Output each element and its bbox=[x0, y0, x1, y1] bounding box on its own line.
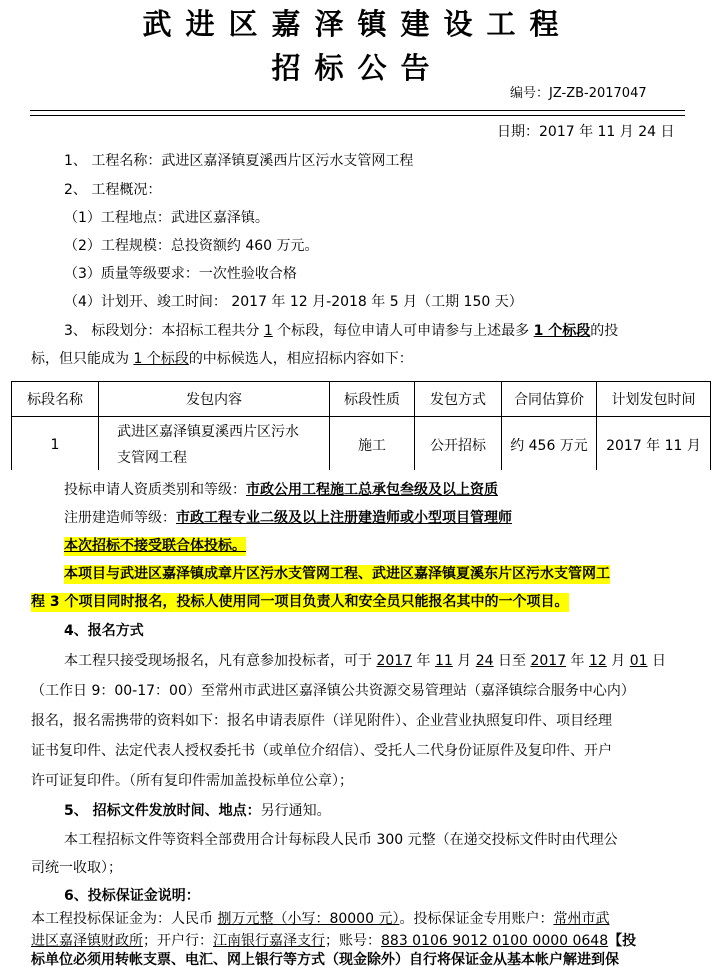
s4-text: 月 bbox=[452, 653, 476, 669]
table-row bbox=[12, 417, 711, 474]
q1-label: 投标申请人资质类别和等级： bbox=[64, 482, 246, 498]
section4-p1 bbox=[64, 652, 666, 671]
s4-year-start: 2017 bbox=[376, 653, 413, 669]
cell-nature: 施工 bbox=[330, 417, 415, 474]
col-time: 计划发包时间 bbox=[597, 382, 711, 417]
cell-price: 约 456 万元 bbox=[502, 417, 597, 474]
section4-p2: （工作日 9：00-17：00）至常州市武进区嘉泽镇公共资源交易管理站（嘉泽镇综合服务中心内） bbox=[31, 683, 635, 699]
q1-value: 市政公用工程施工总承包叁级及以上资质 bbox=[246, 482, 498, 498]
cell-content bbox=[99, 417, 330, 474]
section4-p5: 许可证复印件。（所有复印件需加盖投标单位公章）； bbox=[31, 773, 353, 789]
section4-p3: 报名，报名需携带的资料如下：报名申请表原件（详见附件）、企业营业执照复印件、项目经理 bbox=[31, 713, 612, 729]
notice-date: 日期：2017 年 11 月 24 日 bbox=[497, 124, 675, 140]
sections-text-a: 3、 标段划分：本招标工程共分 bbox=[64, 323, 264, 339]
item-scale: （2）工程规模：总投资额约 460 万元。 bbox=[64, 238, 319, 254]
s5-heading-bold: 5、 招标文件发放时间、地点： bbox=[64, 803, 261, 819]
bid-section-table bbox=[11, 381, 711, 474]
s4-text: 本工程只接受现场报名，凡有意参加投标者，可于 bbox=[64, 653, 377, 669]
item-location: （1）工程地点：武进区嘉泽镇。 bbox=[64, 210, 269, 226]
item-project-name: 1、 工程名称：武进区嘉泽镇夏溪西片区污水支管网工程 bbox=[64, 153, 414, 169]
sections-text-h: 的中标候选人，相应招标内容如下： bbox=[188, 351, 413, 367]
section6-line3: 标单位必须用转帐支票、电汇、网上银行等方式（现金除外）自行将保证金从基本帐户解进到保 bbox=[31, 952, 619, 968]
cell-no: 1 bbox=[12, 417, 99, 474]
section5-p2: 司统一收取）； bbox=[31, 860, 122, 876]
s6-amount: 捌万元整（小写：80000 元） bbox=[217, 911, 400, 927]
s6-account-name: 常州市武 bbox=[553, 911, 610, 927]
s6-text: ；开户行： bbox=[143, 933, 213, 949]
section6-line1 bbox=[31, 910, 609, 929]
s5-heading-tail: 另行通知。 bbox=[260, 803, 331, 819]
serial-number: 编号：JZ-ZB-2017047 bbox=[510, 86, 647, 101]
no-joint-bid: 本次招标不接受联合体投标。 bbox=[64, 538, 246, 554]
content-line2: 支管网工程 bbox=[117, 450, 187, 466]
cell-time: 2017 年 11 月 bbox=[597, 417, 711, 474]
s6-text: 本工程投标保证金为：人民币 bbox=[31, 911, 218, 927]
s4-month-start: 11 bbox=[435, 653, 453, 669]
section6-line2 bbox=[31, 932, 636, 951]
item-overview: 2、 工程概况： bbox=[64, 182, 162, 198]
notice-line2: 程 3 个项目同时报名，投标人使用同一项目负责人和安全员只能报名其中的一个项目。 bbox=[31, 594, 569, 610]
s4-text: 年 bbox=[412, 653, 435, 669]
item-sections bbox=[64, 322, 618, 341]
item-sections-cont bbox=[31, 350, 413, 369]
s4-year-end: 2017 bbox=[530, 653, 567, 669]
sections-winner: 1 个标段 bbox=[133, 351, 189, 367]
constructor-level bbox=[64, 509, 512, 528]
s6-text: ；账号： bbox=[325, 933, 381, 949]
cell-method: 公开招标 bbox=[415, 417, 502, 474]
s4-text: 月 bbox=[606, 653, 630, 669]
sections-count: 1 bbox=[263, 323, 273, 339]
section4-p4: 证书复印件、法定代表人授权委托书（或单位介绍信）、受托人二代身份证原件及复印件、开户 bbox=[31, 743, 612, 759]
q2-value: 市政工程专业二级及以上注册建造师或小型项目管理师 bbox=[176, 510, 512, 526]
col-section-name: 标段名称 bbox=[12, 382, 99, 417]
s4-day-end: 01 bbox=[629, 653, 648, 669]
q2-label: 注册建造师等级： bbox=[64, 510, 176, 526]
table-clip bbox=[0, 470, 715, 480]
title-line1: 武进区嘉泽镇建设工程 bbox=[142, 7, 573, 41]
s6-account-name-cont: 进区嘉泽镇财政所 bbox=[31, 933, 143, 949]
section6-heading: 6、投标保证金说明： bbox=[64, 888, 200, 904]
s4-text: 日至 bbox=[493, 653, 531, 669]
sections-text-f: 标，但只能成为 bbox=[31, 351, 134, 367]
item-schedule: （4）计划开、竣工时间： 2017 年 12 月-2018 年 5 月（工期 150 天） bbox=[64, 294, 523, 310]
s4-text: 年 bbox=[566, 653, 590, 669]
col-price: 合同估算价 bbox=[502, 382, 597, 417]
s6-text: 。投标保证金专用账户： bbox=[399, 911, 554, 927]
col-content: 发包内容 bbox=[99, 382, 330, 417]
col-method: 发包方式 bbox=[415, 382, 502, 417]
sections-text-c: 个标段，每位申请人可申请参与上述最多 bbox=[272, 323, 534, 339]
s6-bank: 江南银行嘉泽支行 bbox=[213, 933, 325, 949]
sections-max: 1 个标段 bbox=[533, 323, 591, 339]
divider-top bbox=[30, 110, 685, 111]
divider-bottom bbox=[30, 115, 685, 116]
title-line2: 招标公告 bbox=[271, 51, 444, 85]
section4-heading: 4、报名方式 bbox=[64, 623, 144, 639]
content-line1: 武进区嘉泽镇夏溪西片区污水 bbox=[117, 424, 299, 440]
s4-text: 日 bbox=[647, 653, 667, 669]
s6-account-no: 883 0106 9012 0100 0000 0648 bbox=[381, 933, 609, 949]
section5-p1: 本工程招标文件等资料全部费用合计每标段人民币 300 元整（在递交投标文件时由代理公 bbox=[64, 832, 618, 848]
notice-line1: 本项目与武进区嘉泽镇成章片区污水支管网工程、武进区嘉泽镇夏溪东片区污水支管网工 bbox=[64, 566, 610, 582]
s4-month-end: 12 bbox=[589, 653, 607, 669]
section5-heading bbox=[64, 802, 331, 821]
item-quality: （3）质量等级要求：一次性验收合格 bbox=[64, 266, 297, 282]
s4-day-start: 24 bbox=[475, 653, 494, 669]
qualification-type bbox=[64, 481, 498, 500]
col-nature: 标段性质 bbox=[330, 382, 415, 417]
s6-text-bold: 【投 bbox=[608, 933, 637, 949]
table-header-row bbox=[12, 382, 711, 417]
sections-text-e: 的投 bbox=[590, 323, 619, 339]
